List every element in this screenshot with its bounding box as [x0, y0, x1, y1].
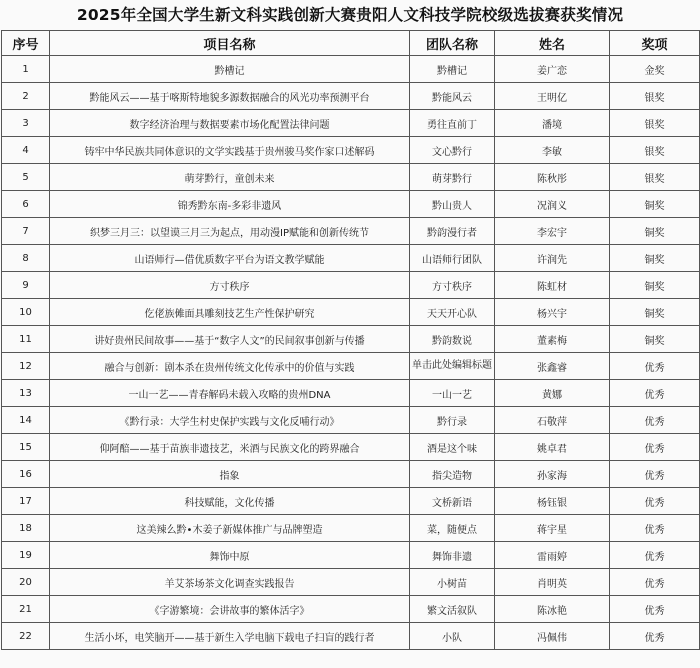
cell-team: 酒是这个味: [410, 434, 495, 461]
cell-name: 孙家海: [495, 461, 610, 488]
cell-award: 优秀: [610, 623, 700, 650]
table-row: [2, 515, 700, 542]
cell-award: 铜奖: [610, 299, 700, 326]
cell-no: 6: [2, 191, 50, 218]
table-row: [2, 569, 700, 596]
table-row: [2, 488, 700, 515]
cell-name: 许润先: [495, 245, 610, 272]
cell-team: 一山一艺: [410, 380, 495, 407]
cell-name: 黄娜: [495, 380, 610, 407]
cell-no: 8: [2, 245, 50, 272]
cell-team: 文心黔行: [410, 137, 495, 164]
cell-project: 山语师行—借优质数字平台为语文教学赋能: [50, 245, 410, 272]
cell-no: 3: [2, 110, 50, 137]
cell-name: 王明亿: [495, 83, 610, 110]
cell-no: 12: [2, 353, 50, 380]
cell-no: 17: [2, 488, 50, 515]
cell-no: 10: [2, 299, 50, 326]
cell-name: 陈冰艳: [495, 596, 610, 623]
table-row: [2, 191, 700, 218]
cell-project: 融合与创新：剧本杀在贵州传统文化传承中的价值与实践: [50, 353, 410, 380]
header-award: 奖项: [610, 31, 700, 56]
header-name: 姓名: [495, 31, 610, 56]
table-row: [2, 272, 700, 299]
cell-team: 勇往直前丁: [410, 110, 495, 137]
table-row: [2, 326, 700, 353]
cell-award: 铜奖: [610, 272, 700, 299]
cell-award: 优秀: [610, 380, 700, 407]
cell-award: 优秀: [610, 407, 700, 434]
cell-name: 石敬萍: [495, 407, 610, 434]
cell-team: 山语师行团队: [410, 245, 495, 272]
table-row: [2, 299, 700, 326]
header-team: 团队名称: [410, 31, 495, 56]
cell-team: 天天开心队: [410, 299, 495, 326]
cell-award: 优秀: [610, 434, 700, 461]
cell-team: 繁文活叙队: [410, 596, 495, 623]
table-row: [2, 137, 700, 164]
cell-award: 优秀: [610, 461, 700, 488]
cell-award: 银奖: [610, 110, 700, 137]
cell-name: 陈虹材: [495, 272, 610, 299]
cell-no: 18: [2, 515, 50, 542]
cell-name: 杨兴宇: [495, 299, 610, 326]
cell-award: 优秀: [610, 353, 700, 380]
header-project: 项目名称: [50, 31, 410, 56]
cell-name: 姚卓君: [495, 434, 610, 461]
cell-no: 7: [2, 218, 50, 245]
cell-project: 方寸秩序: [50, 272, 410, 299]
cell-project: 仡佬族傩面具雕刻技艺生产性保护研究: [50, 299, 410, 326]
cell-name: 李宏宇: [495, 218, 610, 245]
cell-award: 铜奖: [610, 326, 700, 353]
header-row: [2, 31, 700, 56]
cell-project: 指象: [50, 461, 410, 488]
cell-team: 黔山贵人: [410, 191, 495, 218]
cell-team: 黔能风云: [410, 83, 495, 110]
table-row: [2, 461, 700, 488]
cell-name: 杨钰银: [495, 488, 610, 515]
cell-team: 单击此处编辑标题: [410, 353, 495, 380]
cell-project: 舞饰中原: [50, 542, 410, 569]
cell-no: 14: [2, 407, 50, 434]
cell-award: 铜奖: [610, 191, 700, 218]
cell-name: 陈秋彤: [495, 164, 610, 191]
header-no: 序号: [2, 31, 50, 56]
cell-name: 蒋宇星: [495, 515, 610, 542]
cell-award: 优秀: [610, 488, 700, 515]
cell-project: 黔能风云——基于喀斯特地貌多源数据融合的风光功率预测平台: [50, 83, 410, 110]
table-row: [2, 596, 700, 623]
cell-team: 舞饰非遗: [410, 542, 495, 569]
table-row: [2, 353, 700, 380]
cell-project: 锦秀黔东南-多彩非遗风: [50, 191, 410, 218]
cell-name: 姜广恋: [495, 56, 610, 83]
cell-team: 黔槽记: [410, 56, 495, 83]
cell-no: 13: [2, 380, 50, 407]
cell-project: 铸牢中华民族共同体意识的文学实践基于贵州骏马奖作家口述解码: [50, 137, 410, 164]
cell-team: 文桥新语: [410, 488, 495, 515]
cell-project: 科技赋能，文化传播: [50, 488, 410, 515]
cell-no: 1: [2, 56, 50, 83]
table-header: [2, 31, 700, 56]
cell-project: 这美辣么黔•木姜子新媒体推广与品牌塑造: [50, 515, 410, 542]
cell-no: 2: [2, 83, 50, 110]
cell-team: 黔行录: [410, 407, 495, 434]
table-row: [2, 56, 700, 83]
cell-no: 9: [2, 272, 50, 299]
cell-team: 方寸秩序: [410, 272, 495, 299]
cell-team: 指尖造物: [410, 461, 495, 488]
cell-award: 银奖: [610, 83, 700, 110]
cell-name: 董素梅: [495, 326, 610, 353]
cell-team: 黔韵漫行者: [410, 218, 495, 245]
cell-project: 一山一艺——青春解码未载入攻略的贵州DNA: [50, 380, 410, 407]
cell-project: 《字游繁境：会讲故事的繁体活字》: [50, 596, 410, 623]
table-row: [2, 110, 700, 137]
cell-team: 萌芽黔行: [410, 164, 495, 191]
cell-no: 11: [2, 326, 50, 353]
table-row: [2, 83, 700, 110]
cell-name: 况润义: [495, 191, 610, 218]
cell-no: 5: [2, 164, 50, 191]
cell-award: 银奖: [610, 137, 700, 164]
table-row: [2, 434, 700, 461]
cell-project: 黔槽记: [50, 56, 410, 83]
cell-no: 4: [2, 137, 50, 164]
cell-project: 萌芽黔行，童创未来: [50, 164, 410, 191]
cell-no: 19: [2, 542, 50, 569]
table-row: [2, 164, 700, 191]
cell-team: 小树苗: [410, 569, 495, 596]
cell-award: 铜奖: [610, 245, 700, 272]
cell-project: 羊艾茶场茶文化调查实践报告: [50, 569, 410, 596]
cell-project: 生活小坏，电笑脑开——基于新生入学电脑下载电子扫盲的践行者: [50, 623, 410, 650]
cell-team: 小队: [410, 623, 495, 650]
cell-no: 20: [2, 569, 50, 596]
cell-name: 冯佩伟: [495, 623, 610, 650]
page-title: 2025年全国大学生新文科实践创新大赛贵阳人文科技学院校级选拔赛获奖情况: [76, 6, 624, 24]
table-row: [2, 380, 700, 407]
cell-no: 21: [2, 596, 50, 623]
cell-award: 优秀: [610, 515, 700, 542]
table-row: [2, 542, 700, 569]
cell-award: 优秀: [610, 542, 700, 569]
table-body: [2, 56, 700, 650]
cell-name: 肖明英: [495, 569, 610, 596]
cell-project: 《黔行录：大学生村史保护实践与文化反哺行动》: [50, 407, 410, 434]
cell-name: 李敏: [495, 137, 610, 164]
cell-name: 潘境: [495, 110, 610, 137]
cell-name: 雷雨婷: [495, 542, 610, 569]
cell-award: 优秀: [610, 569, 700, 596]
cell-award: 铜奖: [610, 218, 700, 245]
cell-project: 讲好贵州民间故事——基于“数字人文”的民间叙事创新与传播: [50, 326, 410, 353]
awards-table: [1, 30, 700, 650]
cell-award: 银奖: [610, 164, 700, 191]
table-row: [2, 623, 700, 650]
cell-team: 菜，随便点: [410, 515, 495, 542]
table-row: [2, 245, 700, 272]
cell-award: 优秀: [610, 596, 700, 623]
table-row: [2, 218, 700, 245]
cell-name: 张鑫睿: [495, 353, 610, 380]
cell-no: 15: [2, 434, 50, 461]
cell-project: 数字经济治理与数据要素市场化配置法律问题: [50, 110, 410, 137]
cell-team: 黔韵数说: [410, 326, 495, 353]
cell-no: 16: [2, 461, 50, 488]
cell-project: 仰阿醅——基于苗族非遗技艺，米酒与民族文化的跨界融合: [50, 434, 410, 461]
table-row: [2, 407, 700, 434]
cell-no: 22: [2, 623, 50, 650]
cell-award: 金奖: [610, 56, 700, 83]
cell-project: 织梦三月三：以望谟三月三为起点，用动漫IP赋能和创新传统节: [50, 218, 410, 245]
